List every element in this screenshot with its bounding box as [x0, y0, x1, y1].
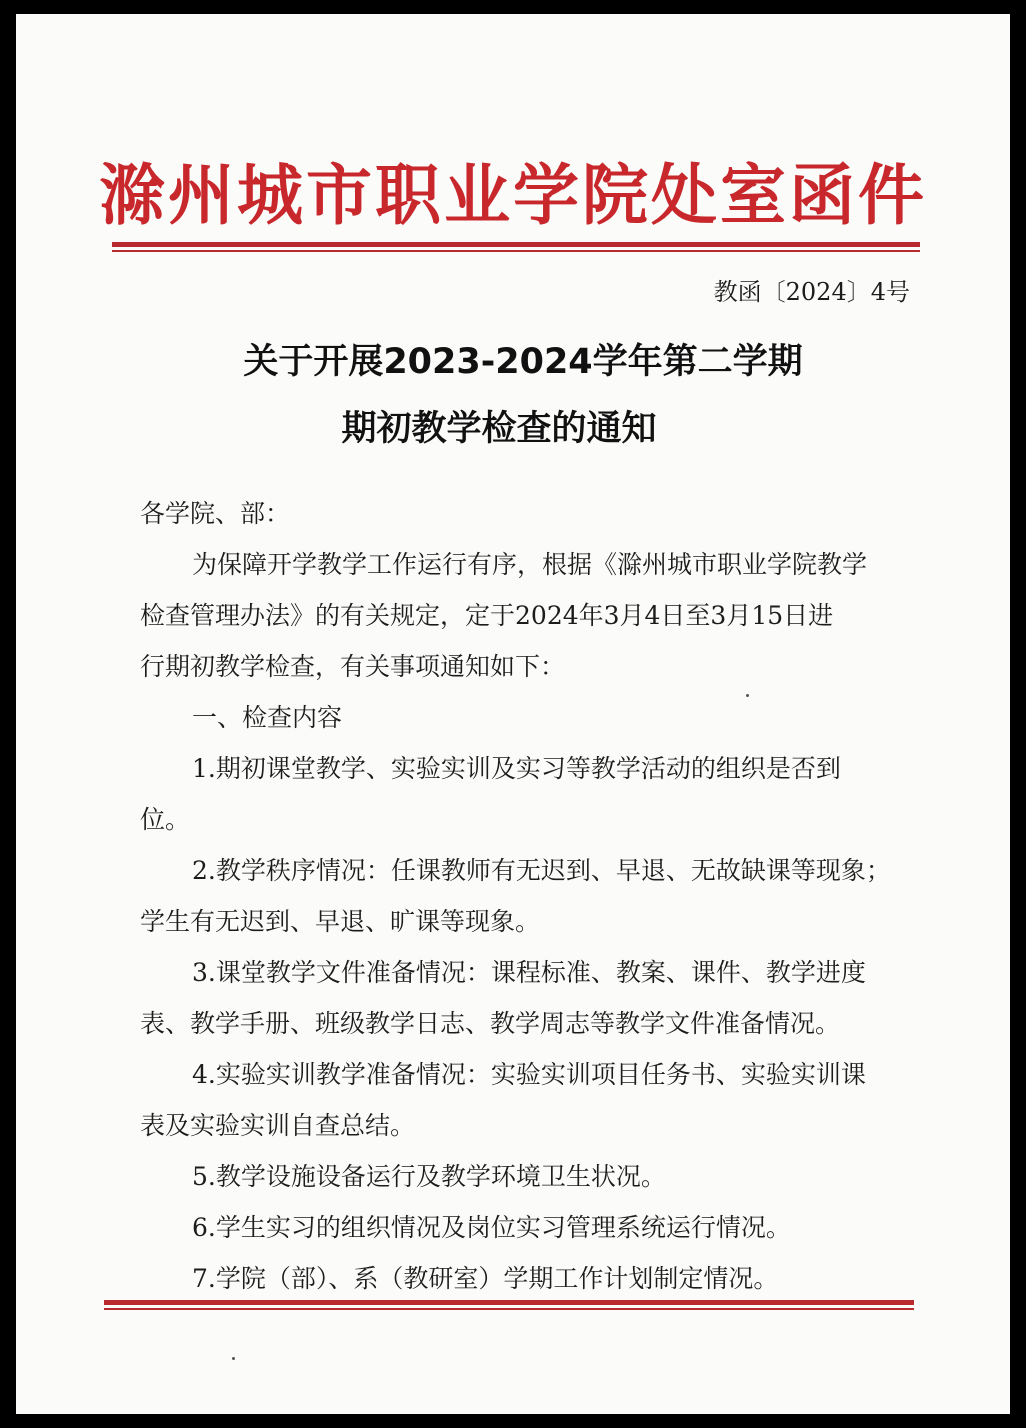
list-item-line: 6.学生实习的组织情况及岗位实习管理系统运行情况。 [192, 1213, 791, 1242]
footer-rule-thick [104, 1300, 914, 1305]
list-item-line: 学生有无迟到、早退、旷课等现象。 [140, 907, 541, 936]
list-item-line: 1.期初课堂教学、实验实训及实习等教学活动的组织是否到 [192, 754, 841, 783]
list-item-line: 7.学院（部）、系（教研室）学期工作计划制定情况。 [192, 1264, 779, 1293]
notice-title-line-2: 期初教学检查的通知 [341, 409, 657, 449]
list-item-line: 位。 [140, 805, 191, 834]
document-number: 教函〔2024〕4号 [713, 278, 910, 306]
list-item-line: 3.课堂教学文件准备情况：课程标准、教案、课件、教学进度 [192, 958, 866, 987]
list-item-line: 表及实验实训自查总结。 [140, 1111, 416, 1140]
letterhead-rule-thin [112, 250, 920, 252]
notice-title-line-1: 关于开展2023-2024学年第二学期 [243, 342, 803, 382]
list-item-line: 5.教学设施设备运行及教学环境卫生状况。 [192, 1162, 666, 1191]
section-heading: 一、检查内容 [192, 703, 343, 732]
scan-speck [232, 1357, 235, 1360]
body-line: 行期初教学检查，有关事项通知如下： [140, 652, 566, 681]
list-item-line: 2.教学秩序情况：任课教师有无迟到、早退、无故缺课等现象； [192, 856, 891, 885]
body-line: 为保障开学教学工作运行有序，根据《滁州城市职业学院教学 [192, 550, 868, 579]
letterhead-title: 滁州城市职业学院处室函件 [99, 156, 927, 234]
salutation: 各学院、部： [140, 499, 291, 528]
list-item-line: 表、教学手册、班级教学日志、教学周志等教学文件准备情况。 [140, 1009, 841, 1038]
letterhead-rule-thick [112, 242, 920, 247]
list-item-line: 4.实验实训教学准备情况：实验实训项目任务书、实验实训课 [192, 1060, 866, 1089]
footer-rule-thin [104, 1308, 914, 1310]
document-page [16, 14, 1010, 1414]
scan-speck [746, 694, 749, 697]
body-line: 检查管理办法》的有关规定，定于2024年3月4日至3月15日进 [140, 601, 834, 630]
